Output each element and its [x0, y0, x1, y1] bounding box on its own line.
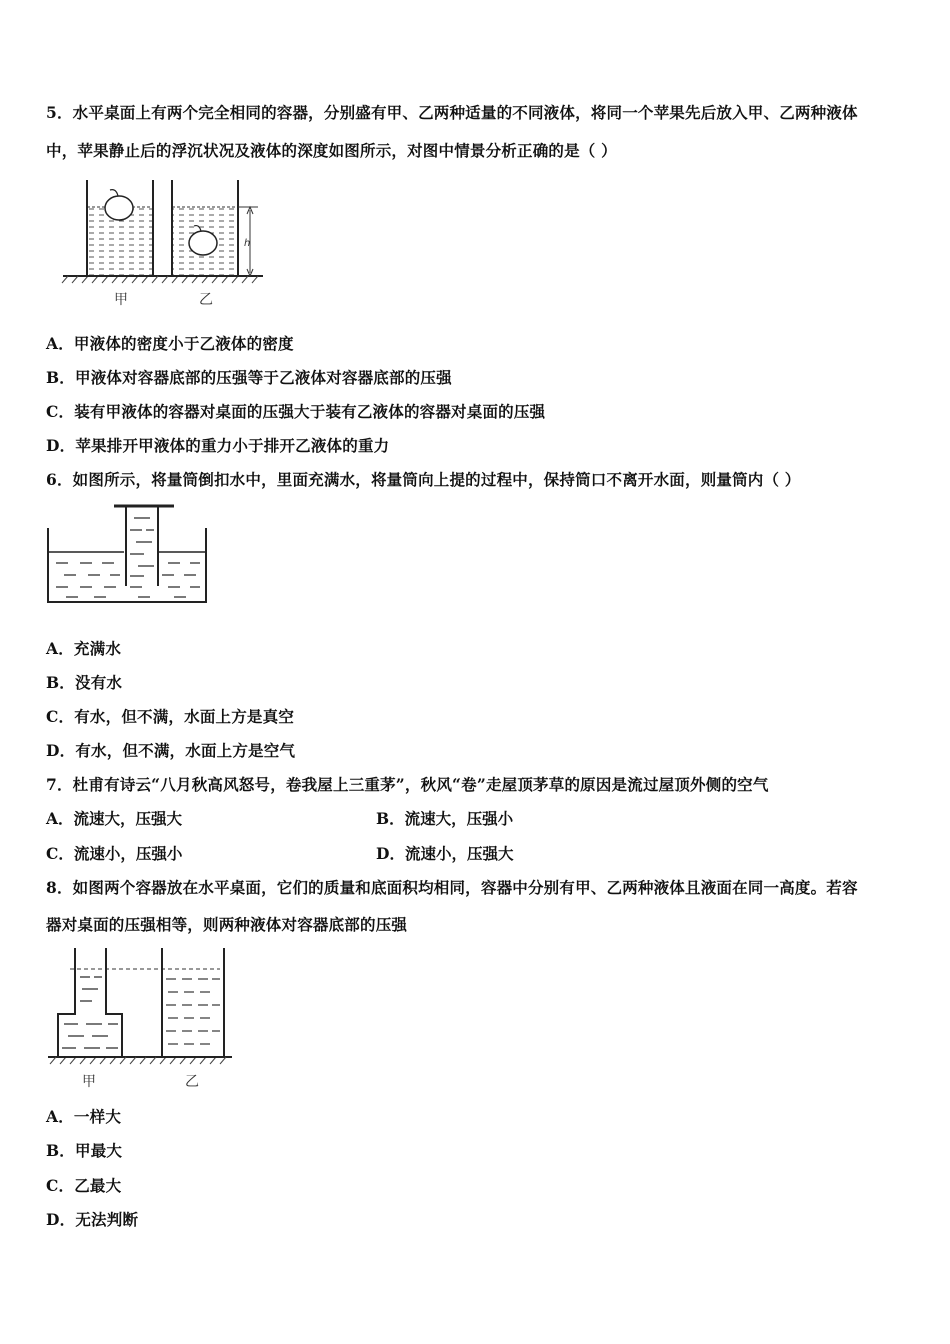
q5-option-b[interactable]: B．甲液体对容器底部的压强等于乙液体对容器底部的压强: [46, 368, 452, 387]
q5-stem-line2: 中，苹果静止后的浮沉状况及液体的深度如图所示，对图中情景分析正确的是（ ）: [46, 141, 617, 160]
q5-option-a[interactable]: A．甲液体的密度小于乙液体的密度: [46, 334, 294, 353]
label-jia: 甲: [114, 292, 128, 308]
q7-stem: 7．杜甫有诗云“八月秋高风怒号，卷我屋上三重茅”，秋风“卷”走屋顶茅草的原因是流过屋顶外侧的空气: [46, 775, 769, 794]
q6-option-a[interactable]: A．充满水: [46, 639, 122, 658]
q8-option-b[interactable]: B．甲最大: [46, 1141, 123, 1160]
q6-option-d[interactable]: D．有水，但不满，水面上方是空气: [46, 741, 296, 760]
label-yi: 乙: [199, 292, 213, 308]
q6-figure: [44, 500, 214, 610]
q5-option-c[interactable]: C．装有甲液体的容器对桌面的压强大于装有乙液体的容器对桌面的压强: [46, 402, 546, 421]
q6-option-c[interactable]: C．有水，但不满，水面上方是真空: [46, 707, 295, 726]
q5-figure: [58, 176, 268, 312]
q8-figure: [46, 944, 236, 1092]
q8-stem-line1: 8．如图两个容器放在水平桌面，它们的质量和底面积均相同，容器中分别有甲、乙两种液体且液面在同一高度。若容: [46, 878, 858, 897]
q8-stem-line2: 器对桌面的压强相等，则两种液体对容器底部的压强: [46, 915, 408, 934]
label-jia: 甲: [82, 1074, 96, 1090]
q5-option-d[interactable]: D．苹果排开甲液体的重力小于排开乙液体的重力: [46, 436, 390, 455]
q8-option-c[interactable]: C．乙最大: [46, 1176, 122, 1195]
q7-option-b[interactable]: B．流速大，压强小: [376, 809, 514, 828]
container-jia-stepped: [58, 948, 122, 1057]
q5-stem-line1: 5．水平桌面上有两个完全相同的容器，分别盛有甲、乙两种适量的不同液体，将同一个苹果先后放入甲、乙两种液体: [46, 103, 858, 122]
container-yi-tall: [162, 948, 224, 1057]
container-jia: [87, 180, 153, 276]
q6-option-b[interactable]: B．没有水: [46, 673, 123, 692]
q7-option-a[interactable]: A．流速大，压强大: [46, 809, 183, 828]
label-yi: 乙: [185, 1074, 199, 1090]
q8-option-d[interactable]: D．无法判断: [46, 1210, 139, 1229]
q8-option-a[interactable]: A．一样大: [46, 1107, 122, 1126]
inverted-cylinder: [114, 506, 174, 586]
q7-option-d[interactable]: D．流速小，压强大: [376, 844, 514, 863]
q6-stem: 6．如图所示，将量筒倒扣水中，里面充满水，将量筒向上提的过程中，保持筒口不离开水面，则量筒内（ ）: [46, 470, 801, 489]
q7-option-c[interactable]: C．流速小，压强小: [46, 844, 183, 863]
container-yi: [172, 180, 238, 276]
depth-h-label: h: [244, 238, 251, 249]
